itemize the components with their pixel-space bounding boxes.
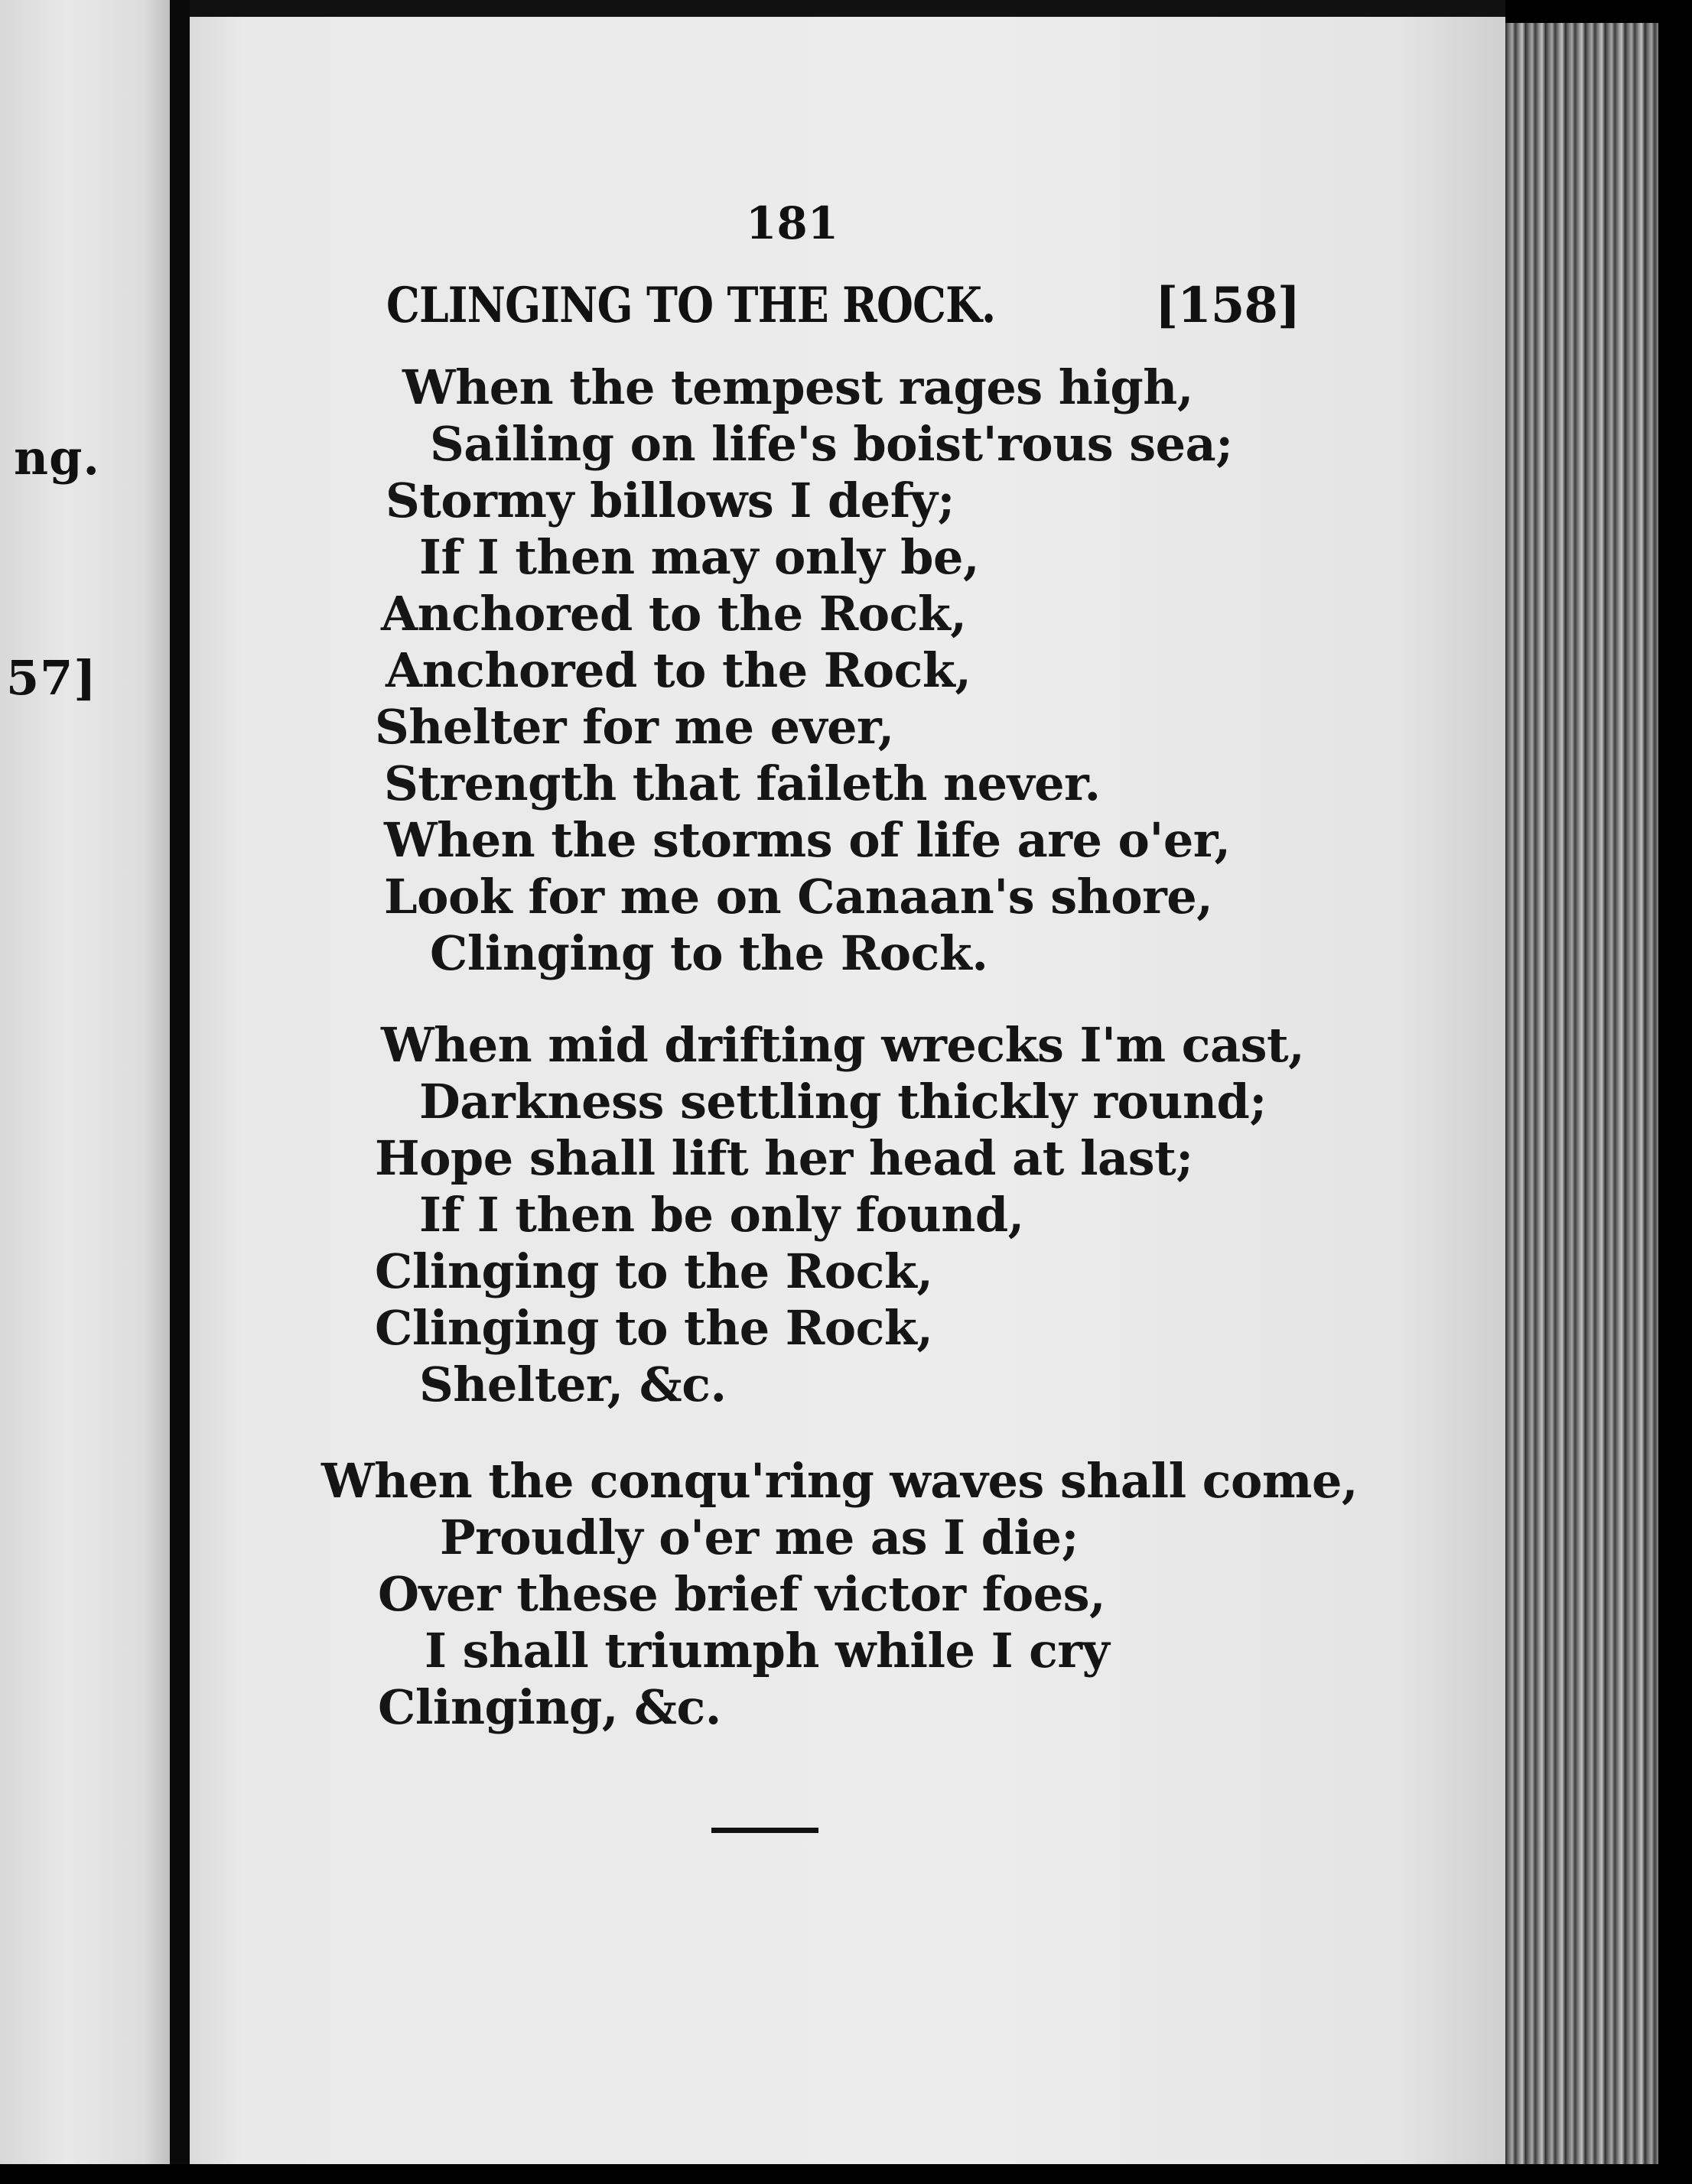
verse-line: Stormy billows I defy; bbox=[386, 473, 955, 528]
left-facing-page bbox=[0, 0, 170, 2184]
hymn-heading bbox=[386, 277, 1300, 334]
hymn-title: CLINGING TO THE ROCK. bbox=[386, 277, 996, 334]
verse-line: Clinging to the Rock, bbox=[375, 1300, 933, 1356]
verse-line: Strength that faileth never. bbox=[384, 756, 1101, 811]
verse-line: Anchored to the Rock, bbox=[386, 642, 971, 698]
verse-line: When the storms of life are o'er, bbox=[384, 812, 1231, 868]
verse-line: When the conqu'ring waves shall come, bbox=[321, 1453, 1358, 1509]
page-fore-edge bbox=[1505, 23, 1658, 2164]
left-page-fragment: ng. bbox=[14, 430, 101, 486]
verse-line: When mid drifting wrecks I'm cast, bbox=[381, 1017, 1305, 1073]
scan-border-right bbox=[1658, 0, 1692, 2184]
page-number: 181 bbox=[746, 197, 839, 249]
verse-line: Clinging, &c. bbox=[378, 1679, 721, 1735]
verse-1 bbox=[375, 359, 1233, 982]
verse-line: Proudly o'er me as I die; bbox=[440, 1510, 1079, 1565]
verse-3 bbox=[321, 1453, 1358, 1736]
verse-line: Sailing on life's boist'rous sea; bbox=[430, 416, 1233, 472]
verse-line: Anchored to the Rock, bbox=[381, 586, 967, 642]
verse-line: Over these brief victor foes, bbox=[378, 1566, 1106, 1622]
verse-line: If I then may only be, bbox=[419, 529, 980, 585]
verse-line: Clinging to the Rock. bbox=[430, 925, 988, 981]
verse-line: Clinging to the Rock, bbox=[375, 1243, 933, 1299]
verse-line: Look for me on Canaan's shore, bbox=[384, 869, 1213, 925]
verse-2 bbox=[375, 1017, 1304, 1413]
verse-line: When the tempest rages high, bbox=[402, 359, 1193, 415]
verse-line: Hope shall lift her head at last; bbox=[375, 1130, 1193, 1186]
end-rule bbox=[711, 1828, 818, 1833]
left-page-fragment: 57] bbox=[6, 650, 97, 706]
verse-line: If I then be only found, bbox=[419, 1187, 1024, 1243]
verse-line: Shelter, &c. bbox=[419, 1357, 727, 1412]
verse-line: Shelter for me ever, bbox=[375, 699, 894, 755]
hymn-number: [158] bbox=[1155, 277, 1300, 334]
scan-border-bottom bbox=[0, 2164, 1692, 2184]
page-top-edge bbox=[190, 0, 1505, 17]
verse-line: I shall triumph while I cry bbox=[425, 1623, 1110, 1679]
book-gutter bbox=[170, 0, 190, 2184]
verse-line: Darkness settling thickly round; bbox=[419, 1074, 1267, 1129]
